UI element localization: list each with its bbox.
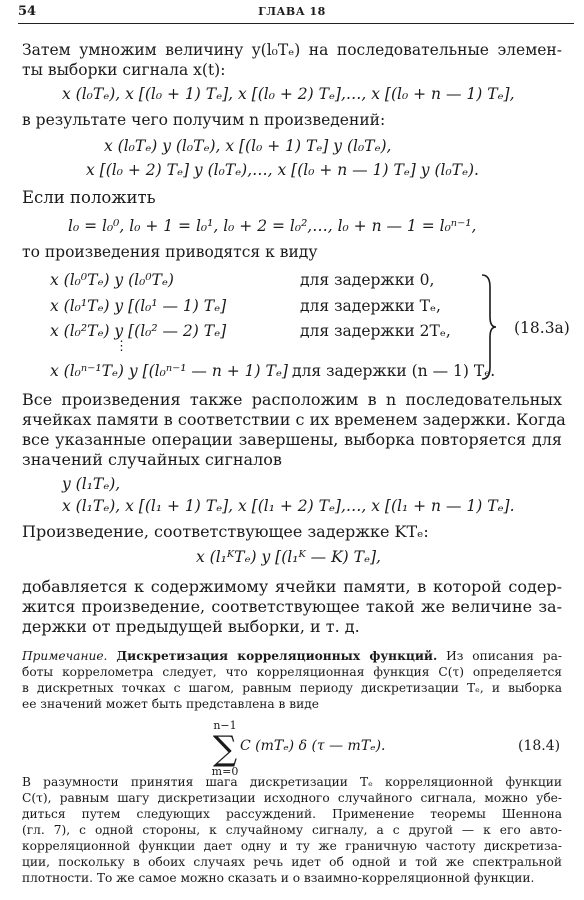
system-expr-3: x (l₀ⁿ⁻¹Tₑ) y [(l₀ⁿ⁻¹ — n + 1) Tₑ] [50,362,288,380]
system-expr-2: x (l₀²Tₑ) y [(l₀² — 2) Tₑ] [50,322,227,340]
equation-samples: x (l₀Tₑ), x [(l₀ + 1) Tₑ], x [(l₀ + 2) Tₑ],…, x [(l₀ + n — 1) Tₑ], [62,85,515,103]
text-line: добавляется к содержимому ячейки памяти, в которой содер- [22,577,562,596]
right-brace [480,273,498,381]
note-line: боты коррелометра следует, что корреляционная функция C(τ) определяется [22,665,562,679]
note-line: В разумности принятия шага дискретизации Tₑ корреляционной функции [22,775,562,789]
page-number: 54 [18,4,37,19]
sum-upper-limit: n−1 [213,719,237,732]
text-line: Если положить [22,188,156,207]
system-cond-0: для задержки 0, [300,271,435,289]
equation-tag-18-3a: (18.3а) [514,319,570,337]
header-rule [18,23,574,24]
note-line: ее значений может быть представлена в виде [22,697,319,711]
equation-tag-18-4: (18.4) [518,738,561,754]
note-title: Дискретизация корреляционных функций. [116,649,438,663]
note-line: корреляционной функции дает одну и ту же граничную частоту дискретиза- [22,839,562,853]
note-label: Примечание. [22,649,108,663]
note-line: диться путем следующих рассуждений. Применение теоремы Шеннона [22,807,562,821]
note-line: в дискретных точках с шагом, равным периоду дискретизации Tₑ, и выборка [22,681,562,695]
equation-products-1: x (l₀Tₑ) y (l₀Tₑ), x [(l₀ + 1) Tₑ] y (l₀Tₑ), [104,137,392,155]
equation-product-k: x (l₁ᴷTₑ) y [(l₁ᴷ — K) Tₑ], [196,548,381,566]
note-line: плотности. То же самое можно сказать и о взаимно-корреляционной функции. [22,871,535,885]
system-expr-0: x (l₀⁰Tₑ) y (l₀⁰Tₑ) [50,271,174,289]
system-cond-2: для задержки 2Tₑ, [300,322,451,340]
equation-products-2: x [(l₀ + 2) Tₑ] y (l₀Tₑ),…, x [(l₀ + n — 1) Tₑ] y (l₀Tₑ). [86,161,479,179]
note-line: C(τ), равным шагу дискретизации исходного случайного сигнала, можно убе- [22,791,562,805]
vertical-ellipsis: ⋮ [115,339,128,354]
equation-y-l1: y (l₁Tₑ), [62,475,121,493]
summation [205,720,245,778]
system-expr-1: x (l₀¹Tₑ) y [(l₀¹ — 1) Tₑ] [50,297,227,315]
note-line: (гл. 7), с одной стороны, к случайному сигналу, а с другой — к его авто- [22,823,562,837]
text-line: Все произведения также расположим в n последовательных [22,390,562,409]
text-line: ты выборки сигнала x(t): [22,61,226,79]
text-line: ячейках памяти в соответствии с их временем задержки. Когда [22,410,566,429]
note-line: ции, поскольку в обоих случаях речь идет об одной и той же спектральной [22,855,562,869]
sum-lower-limit: m=0 [211,765,239,778]
equation-sum-body: C (mTₑ) δ (τ — mTₑ). [240,738,386,754]
text-line: то произведения приводятся к виду [22,243,318,261]
text-line: все указанные операции завершены, выборка повторяется для [22,430,562,449]
note-text: Из описания ра- [446,649,562,663]
note-line-1 [22,648,562,664]
text-line: в результате чего получим n произведений: [22,111,386,129]
text-line: жится произведение, соответствующее такой же величине за- [22,597,562,616]
system-cond-1: для задержки Tₑ, [300,297,441,315]
system-cond-3: для задержки (n — 1) Tₑ. [292,362,496,380]
text-line: Затем умножим величину y(l₀Tₑ) на последовательные элемен- [22,41,562,59]
chapter-header: ГЛАВА 18 [258,5,326,18]
text-line: держки от предыдущей выборки, и т. д. [22,617,360,636]
equation-samples-l1: x (l₁Tₑ), x [(l₁ + 1) Tₑ], x [(l₁ + 2) Tₑ],…, x [(l₁ + n — 1) Tₑ]. [62,497,515,515]
text-line: Произведение, соответствующее задержке KTₑ: [22,522,429,541]
equation-substitution: l₀ = l₀⁰, l₀ + 1 = l₀¹, l₀ + 2 = l₀²,…, l₀ + n — 1 = l₀ⁿ⁻¹, [68,217,477,235]
sigma-symbol: ∑ [212,729,238,769]
text-line: значений случайных сигналов [22,450,282,469]
